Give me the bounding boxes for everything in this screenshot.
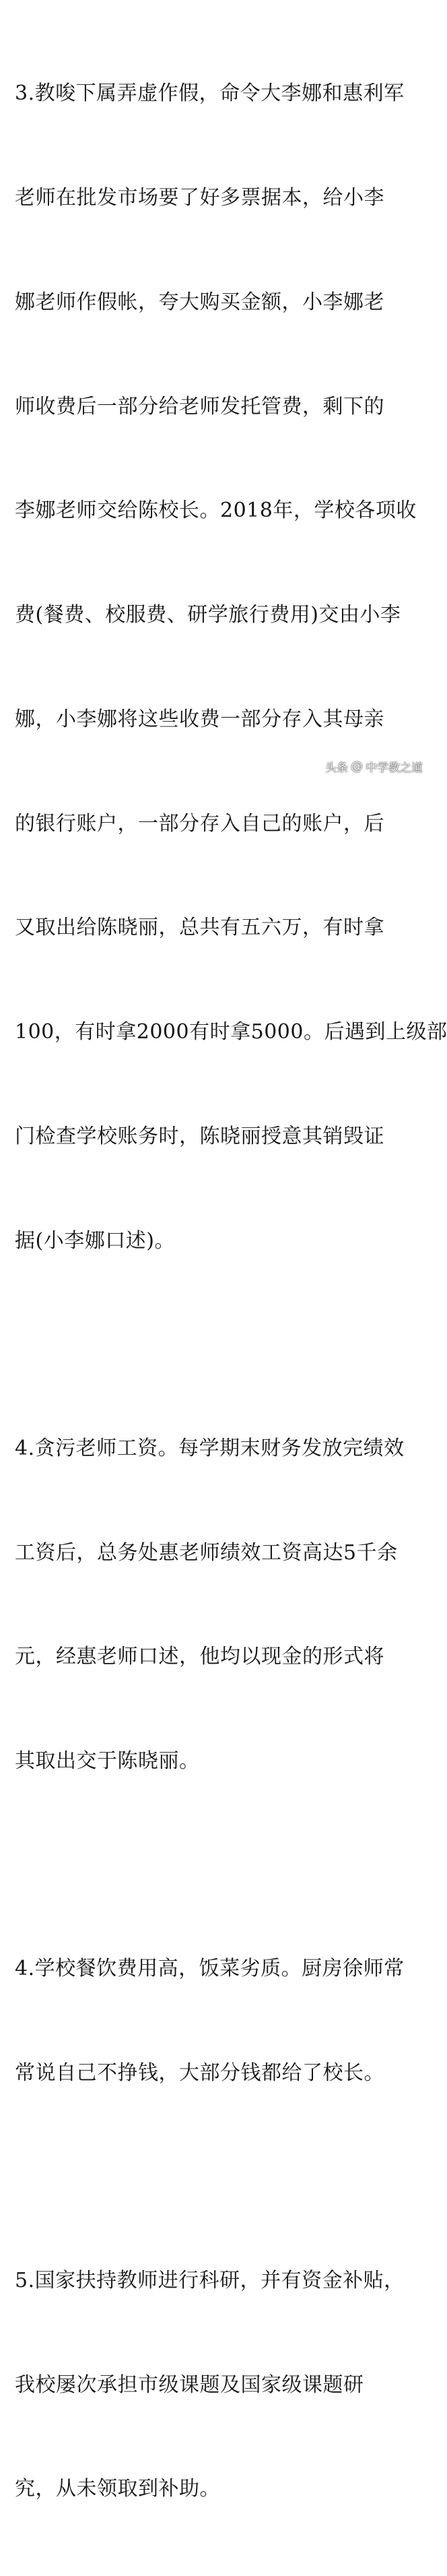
text-line: 据(小李娜口述)。 [15, 1228, 175, 1253]
text-line: 究，从未领取到补助。 [15, 2477, 220, 2501]
text-line: 师收费后一部分给老师发托管费，剩下的 [15, 394, 384, 418]
paragraph-item-5 [15, 2194, 425, 2576]
text-line: 娜老师作假帐，夸大购买金额，小李娜老 [15, 290, 384, 314]
source-watermark [325, 758, 423, 775]
paragraph-item-4-salary [15, 1362, 425, 1848]
paragraph-gap [15, 1328, 425, 1362]
text-line: 4.学校餐饮费用高，饭菜劣质。厨房徐师常 [15, 1957, 405, 1981]
text-line: 其取出交于陈晓丽。 [15, 1749, 200, 1773]
text-line: 李娜老师交给陈校长。2018年，学校各项收 [15, 499, 417, 523]
text-line: 4.贪污老师工资。每学期末财务发放完绩效 [15, 1436, 405, 1460]
watermark-prefix: 头条 [325, 761, 348, 775]
text-line: 5.国家扶持教师进行科研，并有资金补贴， [15, 2268, 405, 2292]
document-body [15, 7, 447, 2576]
text-line: 娜，小李娜将这些收费一部分存入其母亲 [15, 707, 384, 731]
text-line: 又取出给陈晓丽，总共有五六万，有时拿 [15, 916, 384, 940]
text-line: 元，经惠老师口述，他均以现金的形式将 [15, 1645, 384, 1669]
paragraph-item-3 [15, 7, 447, 1328]
text-line: 的银行账户，一部分存入自己的账户，后 [15, 811, 384, 836]
text-line: 门检查学校账务时，陈晓丽授意其销毁证 [15, 1125, 384, 1148]
paragraph-item-4-canteen [15, 1882, 425, 2160]
text-line: 常说自己不挣钱，大部分钱都给了校长。 [15, 2061, 384, 2085]
text-line: 我校屡次承担市级课题及国家级课题研 [15, 2373, 364, 2397]
text-line: 100，有时拿2000有时拿5000。后遇到上级部 [15, 1020, 447, 1044]
text-line: 3.教唆下属弄虚作假，命令大李娜和惠利军 [15, 82, 405, 106]
paragraph-gap [15, 1848, 425, 1882]
text-line: 工资后，总务处惠老师绩效工资高达5千余 [15, 1540, 398, 1565]
watermark-account: 中学教之道 [366, 761, 423, 775]
at-icon: @ [351, 759, 363, 774]
text-line: 费(餐费、校服费、研学旅行费用)交由小李 [15, 603, 401, 627]
paragraph-gap [15, 2160, 425, 2194]
text-line: 老师在批发市场要了好多票据本，给小李 [15, 185, 384, 210]
